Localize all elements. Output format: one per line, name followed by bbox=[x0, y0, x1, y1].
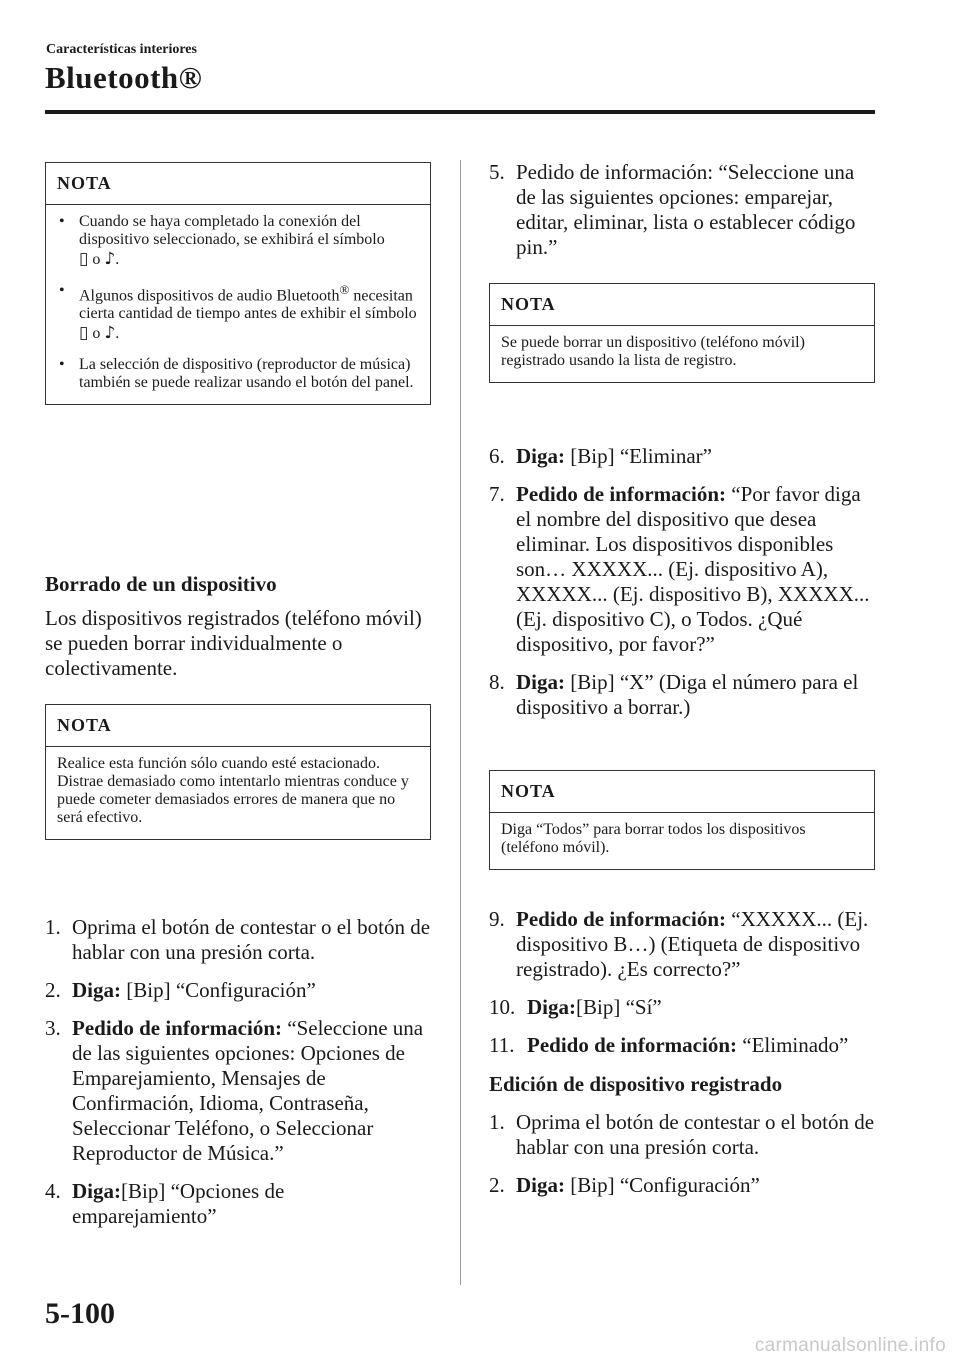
intro-paragraph: Los dispositivos registrados (teléfono móvil) se pueden borrar individualmente o colectivamente. bbox=[45, 606, 422, 680]
column-divider bbox=[460, 160, 461, 1285]
phone-icon: ▯ bbox=[79, 323, 89, 344]
step-item: 4. Diga:[Bip] “Opciones de emparejamiento” bbox=[45, 1179, 285, 1228]
watermark: carmanualsonline.info bbox=[754, 1335, 946, 1356]
step-item: 2. Diga: [Bip] “Configuración” bbox=[489, 1173, 760, 1197]
step-list-right-b bbox=[489, 907, 875, 1058]
note-bullet: • La selección de dispositivo (reproductor de música) también se puede realizar usando el botón del panel. bbox=[57, 356, 422, 392]
step-item: 8. Diga: [Bip] “X” (Diga el número para el dispositivo a borrar.) bbox=[489, 670, 859, 719]
step-item: 3. Pedido de información: “Seleccione una de las siguientes opciones: Opciones de Emparejamiento, Mensajes de Confirmación, Idioma, Contraseña, Seleccionar Teléfono, o Seleccionar Reproductor de Música.” bbox=[45, 1016, 424, 1165]
note-text: Realice esta función sólo cuando esté estacionado. Distrae demasiado como intentarlo mientras conduce y puede cometer demasiados errores de manera que no será efectivo. bbox=[57, 755, 409, 826]
note-text: Se puede borrar un dispositivo (teléfono móvil) registrado usando la lista de registro. bbox=[501, 334, 805, 369]
step-item: 7. Pedido de información: “Por favor diga el nombre del dispositivo que desea eliminar. Los dispositivos disponibles son… XXXXX... (Ej. dispositivo A), XXXXX... (Ej. dispositivo B), XXXXX... (Ej. dispositivo C), o Todos. ¿Qué dispositivo, por favor?” bbox=[489, 482, 870, 656]
page-number: 5-100 bbox=[45, 1297, 115, 1330]
section-label: Características interiores bbox=[46, 42, 197, 57]
title-rule bbox=[45, 110, 875, 114]
phone-icon: ▯ bbox=[79, 249, 89, 269]
note-box-2 bbox=[45, 704, 431, 840]
step-item: 1. Oprima el botón de contestar o el botón de hablar con una presión corta. bbox=[45, 915, 431, 964]
note-label: NOTA bbox=[46, 705, 430, 747]
note-box-3 bbox=[489, 283, 875, 383]
step-item: 9. Pedido de información: “XXXXX... (Ej. dispositivo B…) (Etiqueta de dispositivo registrado). ¿Es correcto?” bbox=[489, 907, 869, 981]
note-label: NOTA bbox=[46, 163, 430, 205]
music-note-icon: ♪ bbox=[104, 323, 116, 344]
step-list-right-a bbox=[489, 444, 875, 720]
note-bullet: • Algunos dispositivos de audio Bluetooth® necesitan cierta cantidad de tiempo antes de exhibir el símbolo ▯ o ♪. bbox=[57, 282, 422, 343]
note-label: NOTA bbox=[490, 284, 874, 326]
note-bullet: • Cuando se haya completado la conexión del dispositivo seleccionado, se exhibirá el símbolo ▯ o ♪. bbox=[57, 213, 422, 269]
step-item: 1. Oprima el botón de contestar o el botón de hablar con una presión corta. bbox=[489, 1110, 875, 1159]
note-text: Diga “Todos” para borrar todos los dispositivos (teléfono móvil). bbox=[501, 821, 806, 856]
page-title: Bluetooth® bbox=[45, 60, 203, 95]
music-note-icon: ♪ bbox=[104, 249, 116, 269]
note-box-4 bbox=[489, 770, 875, 870]
step-item: 10. Diga:[Bip] “Sí” bbox=[489, 995, 662, 1019]
step-item: 5. Pedido de información: “Seleccione una de las siguientes opciones: emparejar, editar, eliminar, lista o establecer código pin.” bbox=[489, 160, 856, 259]
step-item: 11. Pedido de información: “Eliminado” bbox=[489, 1033, 849, 1057]
step-item: 2. Diga: [Bip] “Configuración” bbox=[45, 978, 316, 1002]
section-heading: Edición de dispositivo registrado bbox=[489, 1072, 783, 1096]
note-label: NOTA bbox=[490, 771, 874, 813]
step-list-left bbox=[45, 915, 431, 1229]
note-box-1 bbox=[45, 162, 431, 405]
step-list-right-c bbox=[489, 1110, 875, 1198]
step-item: 6. Diga: [Bip] “Eliminar” bbox=[489, 444, 712, 468]
section-heading: Borrado de un dispositivo bbox=[45, 572, 277, 596]
